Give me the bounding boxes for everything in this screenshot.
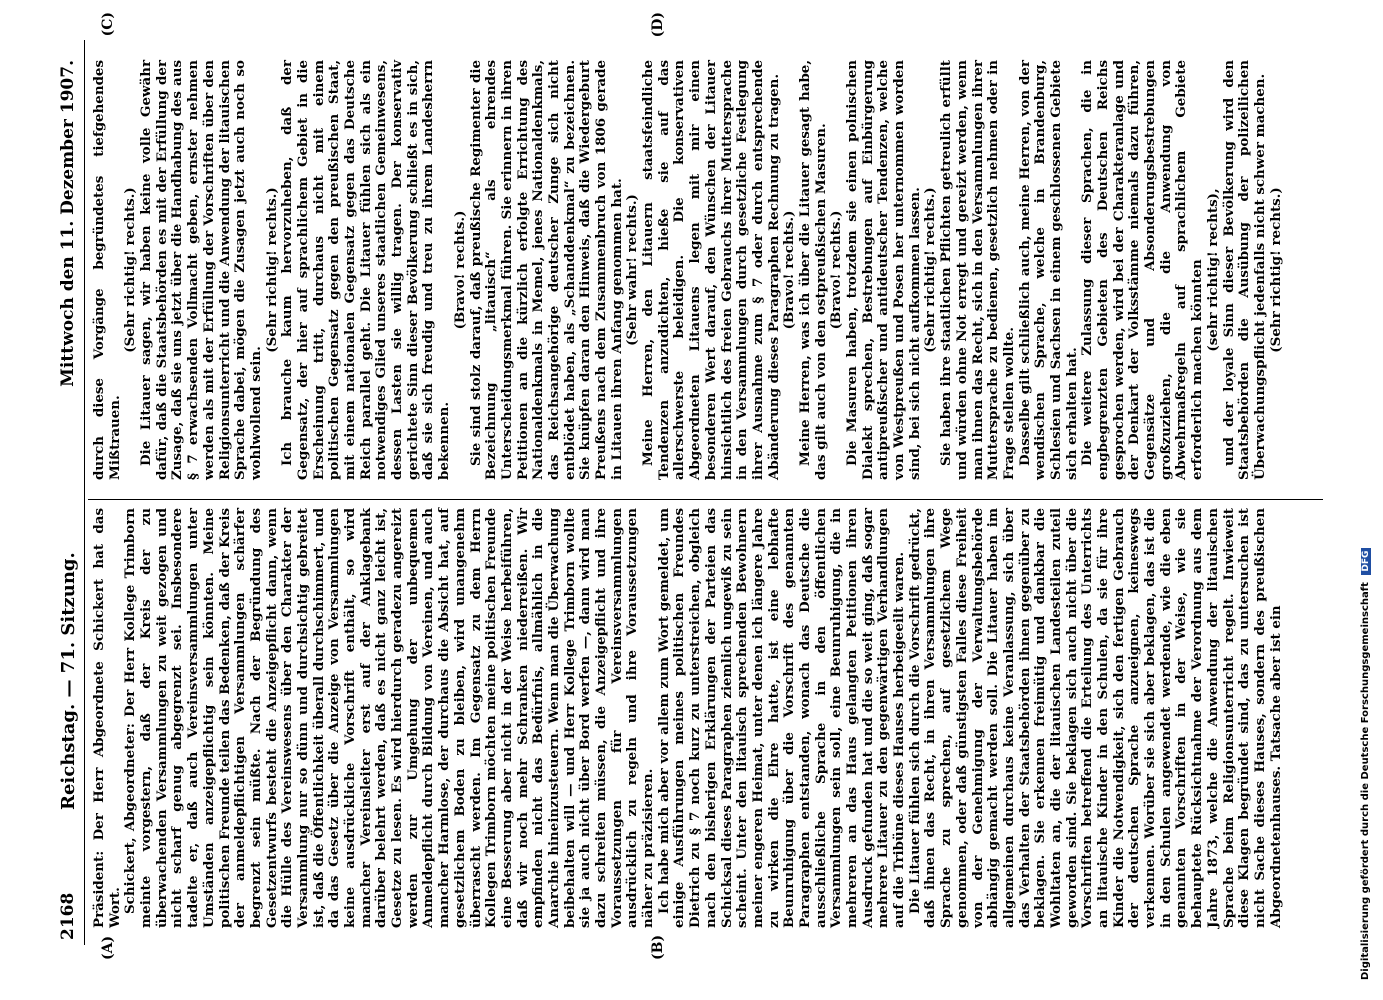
paragraph: Ich habe mich aber vor allem zum Wort gemeldet, um einige Ausführungen meines politischen Freundes Dietrich zu § 7 noch kurz zu unterstreichen, obgleich nach den bisherigen Erklärungen der Parteien das Schicksal dieses Paragraphen ziemlich ungewiß zu sein scheint. Unter den litauisch sprechenden Bewohnern meiner engeren Heimat, unter denen ich längere Jahre zu wirken die Ehre hatte, ist eine lebhafte Beunruhigung über die Vorschrift des genannten Paragraphen entstanden, wonach das Deutsche die ausschließliche Sprache in den öffentlichen Versammlungen sein soll, eine Beunruhigung, die in mehreren an das Haus gelangten Petitionen ihren Ausdruck gefunden hat und die so weit ging, daß sogar mehrere Litauer zu den gegenwärtigen Verhandlungen auf die Tribüne dieses Hauses herbeigeeilt waren.	[655, 508, 908, 928]
header-title-left: Reichstag. — 71. Sitzung.	[58, 552, 79, 810]
paragraph: Sie haben ihre staatlichen Pflichten getreulich erfüllt und würden ohne Not erregt und gereizt werden, wenn man ihnen das Recht, sich in den Versammlungen ihrer Muttersprache zu bedienen, gesetzlich nehmen oder in Frage stellen wollte.	[938, 60, 1017, 480]
paragraph: und der loyale Sinn dieser Bevölkerung wird den Staatsbehörden die Ausübung der polizeilichen Überwachungspflicht jedenfalls nicht schwer machen.	[1220, 60, 1268, 480]
interjection: (Sehr richtig! rechts.)	[922, 187, 939, 353]
header-date: Mittwoch den 11. Dezember 1907.	[58, 60, 78, 387]
paragraph: Die Litauer fühlen sich durch die Vorschrift gedrückt, daß ihnen das Recht, in ihren Versammlungen ihre Sprache zu sprechen, auf gesetzlichem Wege genommen, oder daß günstigsten Falles diese Freiheit von der Genehmigung der Verwaltungsbehörde abhängig gemacht werden soll. Die Litauer haben im allgemeinen durchaus keine Veranlassung, sich über das Verhalten der Staatsbehörden ihnen gegenüber zu beklagen. Sie erkennen freimütig und dankbar die Wohltaten an, die der litauischen Landesteilen zuteil geworden sind. Sie beklagen sich auch nicht über die Vorschriften betreffend die Erteilung des Unterrichts an litauische Kinder in den Schulen, da sie für ihre Kinder die Notwendigkeit, sich den fertigen Gebrauch der deutschen Sprache anzueignen, keineswegs verkennen. Worüber sie sich aber beklagen, das ist die in den Schulen angewendet werdende, wie die eben genannten Vorschriften in der Weise, wie sie behauptete Rücksichtnahme der Verordnung aus dem Jahre 1873, welche die Anwendung der litauischen Sprache beim Religionsunterricht regelt. Inwieweit diese Klagen begründet sind, das zu untersuchen ist nicht Sache dieses Hauses, sondern des preußischen Abgeordnetenhauses. Tatsache aber ist ein	[906, 508, 1284, 928]
paragraph: Meine Herren, den Litauern staatsfeindliche Tendenzen anzudichten, hieße sie auf das allerschwerste beleidigen. Die konservativen Abgeordneten Litauens legen mit mir einen besonderen Wert darauf, den Wünschen der Litauer hinsichtlich des freien Gebrauchs ihrer Muttersprache in den Versammlungen durch gesetzliche Festlegung ihrer Ausnahme zum § 7 oder durch entsprechende Abänderung dieses Paragraphen Rechnung zu tragen.	[640, 60, 782, 480]
margin-mark-a: (A)	[100, 935, 116, 960]
margin-mark-c: (C)	[100, 12, 116, 37]
interjection: (Bravo! rechts.)	[451, 210, 468, 330]
left-column	[92, 508, 1284, 928]
interjection: (Sehr richtig! rechts.)	[1267, 187, 1284, 353]
column-divider	[88, 499, 1323, 500]
paragraph: Sie sind stolz darauf, daß preußische Regimenter die Bezeichnung „litauisch“ als ehrendes Unterscheidungsmerkmal führen. Sie erinnern in ihren Petitionen an die kürzlich erfolgte Errichtung des Nationaldenkmals in Memel, jenes Nationaldenkmals, das Reichsangehörige deutscher Zunge sich nicht entblödet haben, als „Schanddenkmal“ zu bezeichnen. Sie knüpfen daran den Hinweis, daß die Wiedergeburt Preußens nach dem Zusammenbruch von 1806 gerade in Litauen ihren Anfang genommen hat.	[467, 60, 625, 480]
interjection: (Bravo! rechts.)	[828, 210, 845, 330]
interjection: (Sehr richtig! rechts.)	[263, 187, 280, 353]
page-number: 2168	[58, 892, 78, 940]
paragraph: Dasselbe gilt schließlich auch, meine Herren, von der wendischen Sprache, welche in Brandenburg, Schlesien und Sachsen in einem geschlossenen Gebiete sich erhalten hat.	[1016, 60, 1080, 480]
margin-mark-b: (B)	[650, 934, 666, 960]
header-rule	[84, 40, 85, 945]
paragraph: Die weitere Zulassung dieser Sprachen, die in engbegrenzten Gebieten des Deutschen Reichs gesprochen werden, wird bei der Charakteranlage und der Denkart der Volksstämme niemals dazu führen, Gegensätze und Absonderungsbestrebungen großzuziehen, die die Anwendung von Abwehrmaßregeln auf sprachlichem Gebiete erforderlich machen könnten	[1079, 60, 1206, 480]
paragraph: Die Litauer sagen, wir haben keine volle Gewähr dafür, daß die Staatsbehörden es mit der Erfüllung der Zusage, daß sie uns jetzt über die Handhabung des aus § 7 erwachsenden Vollmacht geben, ernster nehmen werden als mit der Erfüllung der Vorschriften über den Religionsunterricht und die Anwendung der litauischen Sprache dabei, mögen die Zusagen jetzt auch noch so wohlwollend sein.	[138, 60, 264, 480]
paragraph: Die Masuren haben, trotzdem sie einen polnischen Dialekt sprechen, Bestrebungen auf Einbürgerung antipreußischer und antideutscher Tendenzen, welche von Westpreußen und Posen her unternommen worden sind, bei sich nicht aufkommen lassen.	[844, 60, 923, 480]
interjection: (Sehr wahr! rechts.)	[624, 194, 641, 346]
paragraph: Präsident: Der Herr Abgeordnete Schickert hat das Wort.	[91, 508, 123, 928]
credit-text: Digitalisierung gefördert durch die Deutsche Forschungsgemeinschaft	[1360, 582, 1371, 980]
interjection: (sehr richtig! rechts),	[1204, 188, 1221, 352]
interjection: (Sehr richtig! rechts.)	[122, 187, 139, 353]
dfg-logo: DFG	[1361, 548, 1371, 575]
interjection: (Bravo! rechts.)	[781, 210, 798, 330]
paragraph: Schickert, Abgeordneter: Der Herr Kollege Trimborn meinte vorgestern, daß der Kreis der zu überwachenden Versammlungen zu weit gezogen und nicht scharf genug abgegrenzt sei. Insbesondere tadelte er, daß auch Vereinsversammlungen unter Umständen anzeigepflichtig sein könnten. Meine politischen Freunde teilen das Bedenken, daß der Kreis der anmeldepflichtigen Versammlungen schärfer begrenzt sein müßte. Nach der Begründung des Gesetzentwurfs besteht die Anzeigepflicht dann, wenn die Hülle des Vereinswesens über den Charakter der Versammlung nur so dünn und durchsichtig gebreitet ist, daß die Öffentlichkeit überall durchschimmert, und da das Gesetz über die Anzeige von Versammlungen keine ausdrückliche Vorschrift enthält, so wird mancher Vereinsleiter erst auf der Anklagebank darüber belehrt werden, daß es nicht ganz leicht ist, Gesetze zu lesen. Es wird hierdurch geradezu angereizt werden zur Umgehung der unbequemen Anmeldepflicht durch Bildung von Vereinen, und auch mancher Harmlose, der durchaus die Absicht hat, auf gesetzlichem Boden zu bleiben, wird unangenehm überrascht werden. Im Gegensatz zu dem Herrn Kollegen Trimborn möchten meine politischen Freunde eine Besserung aber nicht in der Weise herbeiführen, daß wir noch mehr Schranken niederreißen. Wir empfinden nicht das Bedürfnis, allmählich in die Anarchie hineinzusteuern. Wenn man die Überwachung beibehalten will — und Herr Kollege Trimborn wollte sie ja auch nicht über Bord werfen —, dann wird man dazu schreiten müssen, die Anzeigepflicht und ihre Voraussetzungen für Vereinsversammlungen ausdrücklich zu regeln und ihre Voraussetzungen näher zu präzisieren.	[122, 508, 657, 928]
page-header	[58, 60, 82, 940]
digitization-credit	[1360, 548, 1371, 980]
paragraph: Ich brauche kaum hervorzuheben, daß der Gegensatz, der hier auf sprachlichem Gebiet in die Erscheinung tritt, durchaus nicht mit einem politischen Gegensatz gegen den preußischen Staat, mit einem nationalen Gegensatz gegen das Deutsche Reich parallel geht. Die Litauer fühlen sich als ein notwendiges Glied unseres staatlichen Gemeinwesens, dessen Lasten sie willig tragen. Der konservativ gerichtete Sinn dieser Bevölkerung schließt es in sich, daß sie sich freudig und treu zu ihrem Landesherrn bekennen.	[279, 60, 453, 480]
paragraph: durch diese Vorgänge begründetes tiefgehendes Mißtrauen.	[91, 60, 123, 480]
right-column	[92, 60, 1284, 480]
paragraph: Meine Herren, was ich über die Litauer gesagt habe, das gilt auch von den ostpreußischen Masuren.	[796, 60, 829, 480]
margin-mark-d: (D)	[650, 12, 666, 38]
